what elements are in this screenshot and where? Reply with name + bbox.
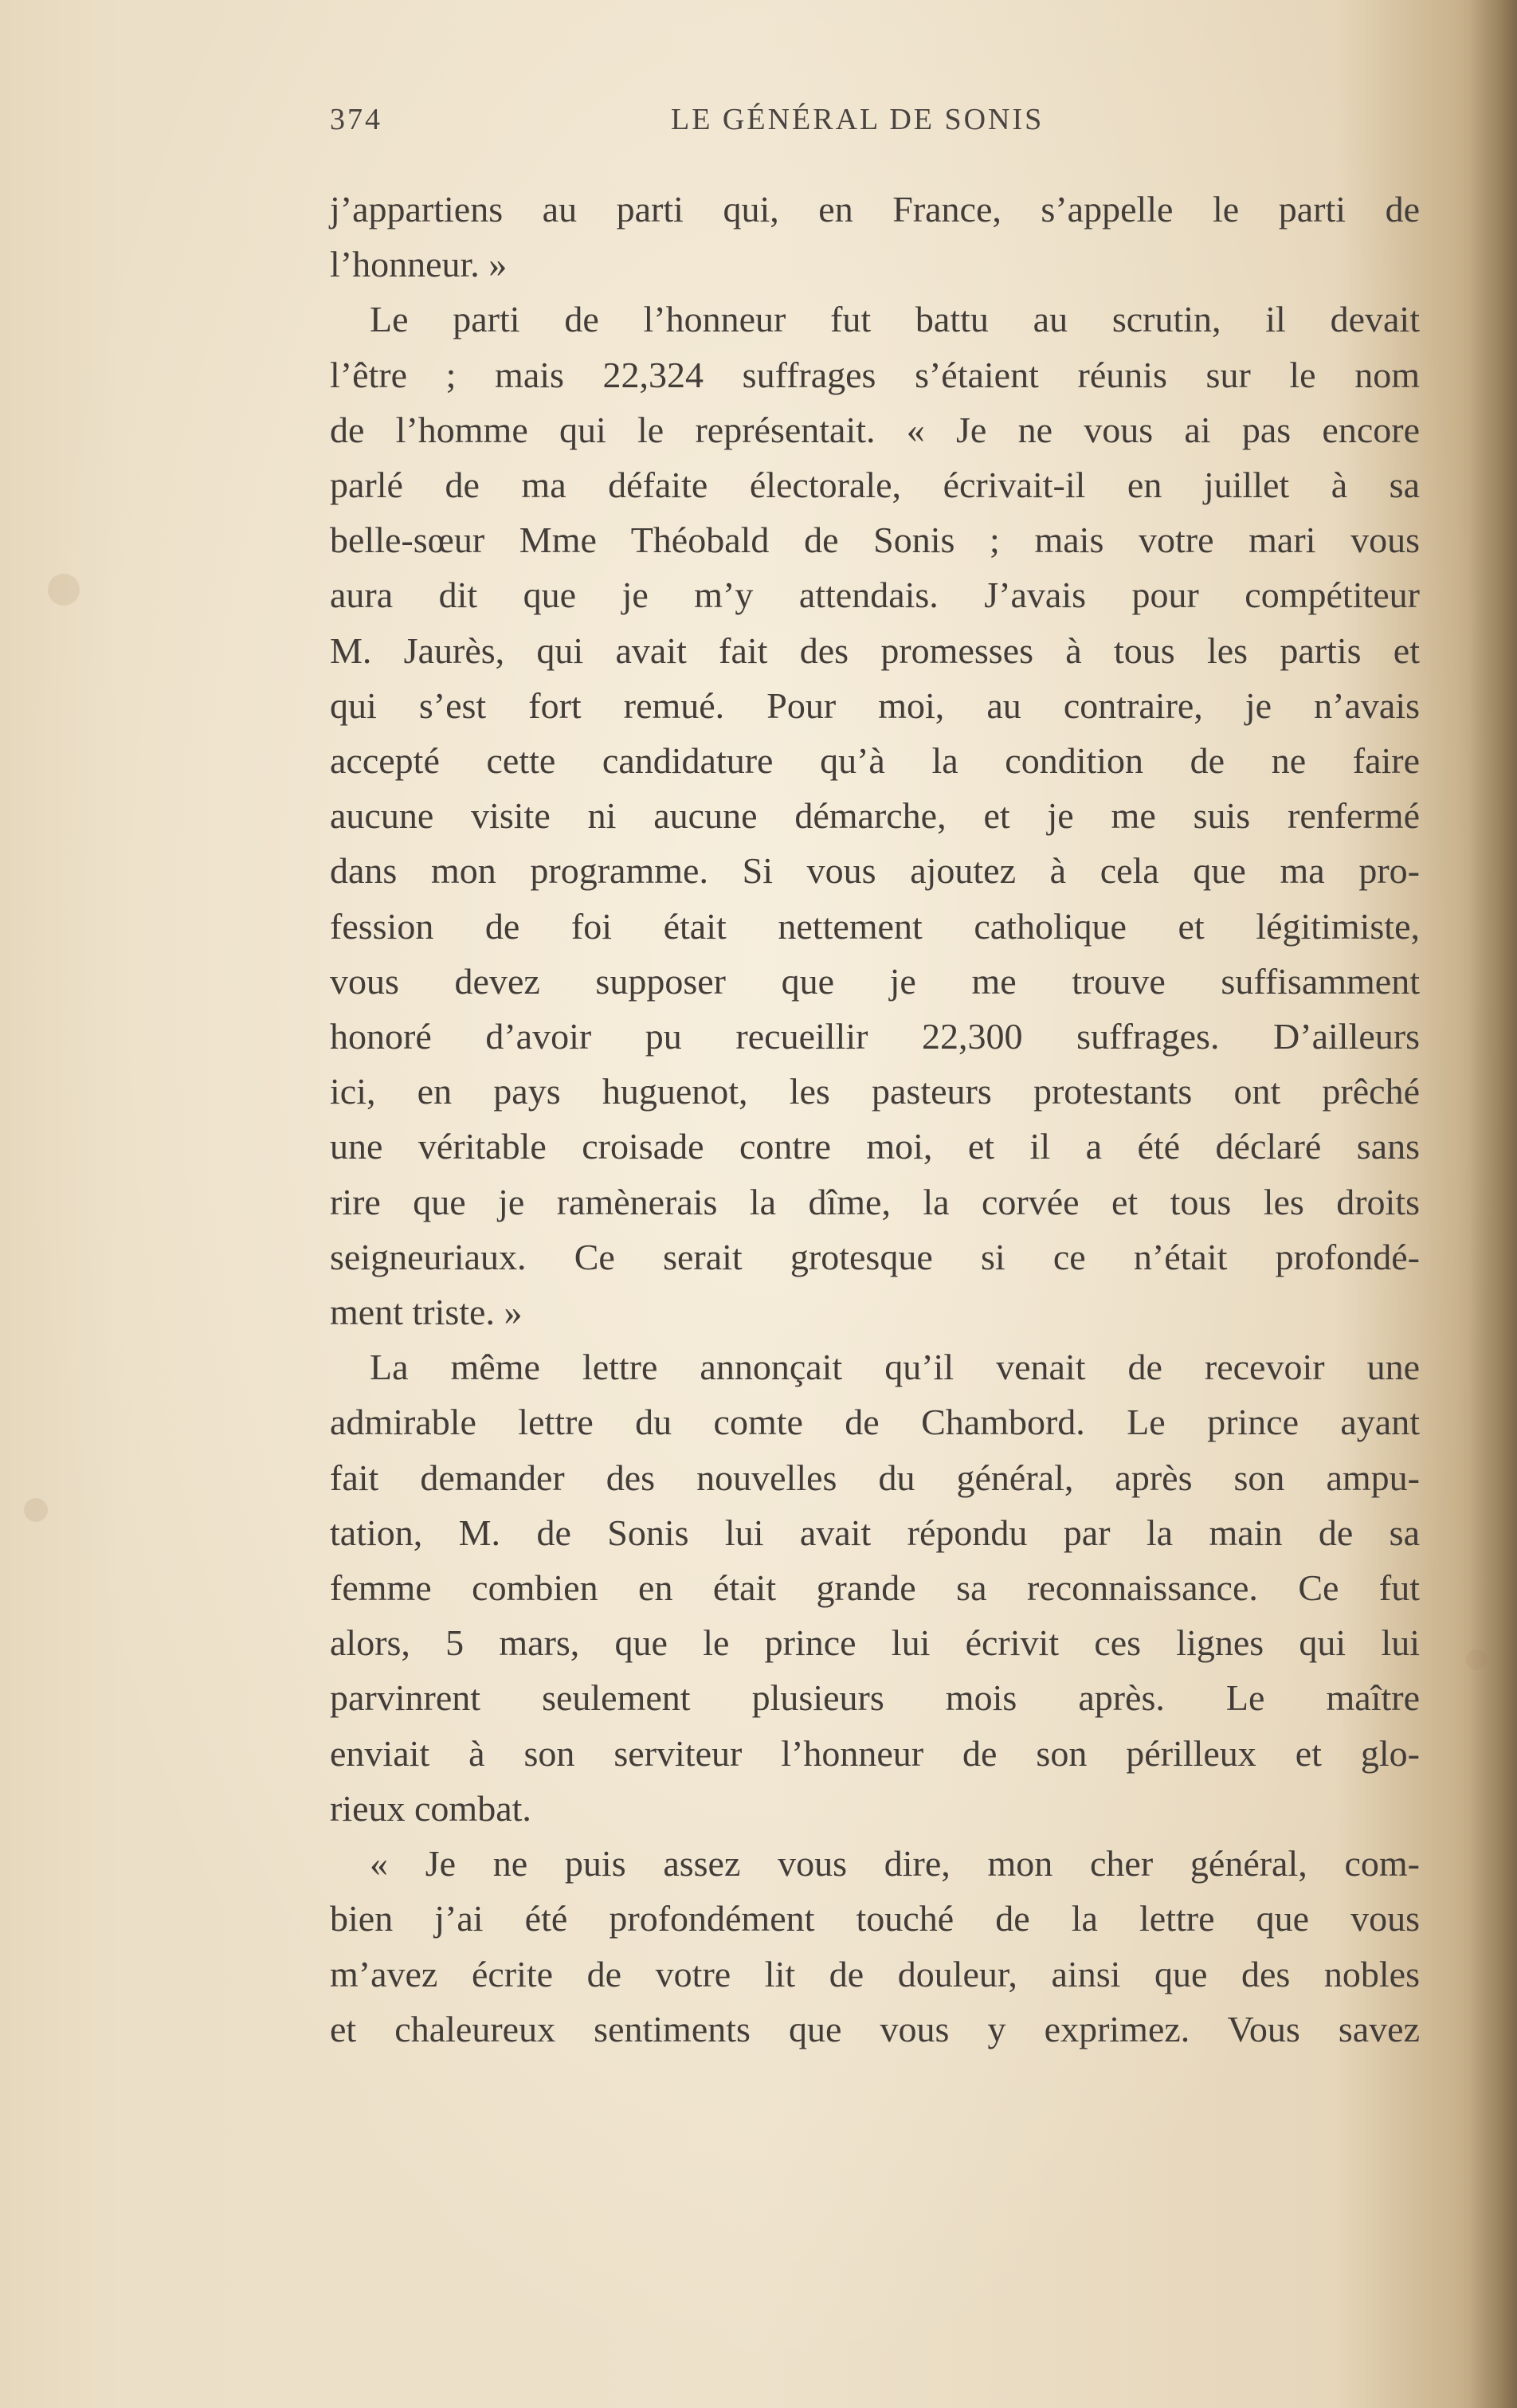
text-line: La même lettre annonçait qu’il venait de recevoir une (370, 1347, 1420, 1388)
text-line: bien j’ai été profondément touché de la lettre que vous (330, 1898, 1420, 1939)
text-line: rieux combat. (330, 1787, 531, 1829)
text-line: aucune visite ni aucune démarche, et je me suis renfermé (330, 795, 1420, 837)
text-line: femme combien en était grande sa reconnaissance. Ce fut (330, 1567, 1420, 1609)
text-line: tation, M. de Sonis lui avait répondu par la main de sa (330, 1512, 1420, 1553)
text-line: j’appartiens au parti qui, en France, s’appelle le parti de (330, 189, 1420, 229)
text-line: de l’homme qui le représentait. « Je ne vous ai pas encore (330, 409, 1420, 450)
text-line: parlé de ma défaite électorale, écrivait-il en juillet à sa (330, 465, 1420, 506)
page-edge-shadow (1469, 0, 1517, 2408)
text-line: qui s’est fort remué. Pour moi, au contraire, je n’avais (330, 684, 1420, 726)
text-line: fait demander des nouvelles du général, après son ampu- (330, 1457, 1420, 1498)
text-line: belle-sœur Mme Théobald de Sonis ; mais votre mari vous (330, 520, 1420, 561)
text-line: accepté cette candidature qu’à la condition de ne faire (330, 740, 1420, 782)
text-line: M. Jaurès, qui avait fait des promesses à tous les partis et (330, 629, 1420, 671)
text-line: rire que je ramènerais la dîme, la corvée et tous les droits (330, 1181, 1420, 1222)
text-line: ment triste. » (330, 1292, 523, 1333)
text-line: honoré d’avoir pu recueillir 22,300 suffrages. D’ailleurs (330, 1016, 1420, 1057)
text-line: alors, 5 mars, que le prince lui écrivit ces lignes qui lui (330, 1622, 1420, 1664)
text-line: ici, en pays huguenot, les pasteurs protestants ont prêché (330, 1071, 1420, 1112)
running-header (330, 102, 1413, 150)
text-line: aura dit que je m’y attendais. J’avais pour compétiteur (330, 575, 1420, 616)
text-line: « Je ne puis assez vous dire, mon cher général, com- (370, 1843, 1420, 1884)
paper-stain (24, 1498, 48, 1522)
text-line: et chaleureux sentiments que vous y exprimez. Vous savez (330, 2008, 1420, 2049)
text-line: fession de foi était nettement catholique et légitimiste, (330, 905, 1420, 947)
text-line: seigneuriaux. Ce serait grotesque si ce n’était profondé- (330, 1236, 1420, 1277)
text-line: m’avez écrite de votre lit de douleur, ainsi que des nobles (330, 1953, 1420, 1994)
text-line: l’être ; mais 22,324 suffrages s’étaient réunis sur le nom (330, 354, 1420, 395)
text-line: admirable lettre du comte de Chambord. Le prince ayant (330, 1402, 1420, 1443)
text-line: Le parti de l’honneur fut battu au scrutin, il devait (370, 299, 1420, 340)
text-line: enviait à son serviteur l’honneur de son périlleux et glo- (330, 1732, 1420, 1774)
text-line: l’honneur. » (330, 244, 508, 285)
body-text (330, 182, 1420, 2057)
text-line: une véritable croisade contre moi, et il a été déclaré sans (330, 1126, 1420, 1167)
paper-stain (48, 574, 80, 606)
page-number: 374 (330, 103, 382, 136)
text-line: vous devez supposer que je me trouve suffisamment (330, 960, 1420, 1002)
text-line: parvinrent seulement plusieurs mois après. Le maître (330, 1677, 1420, 1719)
running-title: LE GÉNÉRAL DE SONIS (671, 103, 1045, 136)
text-line: dans mon programme. Si vous ajoutez à cela que ma pro- (330, 850, 1420, 892)
